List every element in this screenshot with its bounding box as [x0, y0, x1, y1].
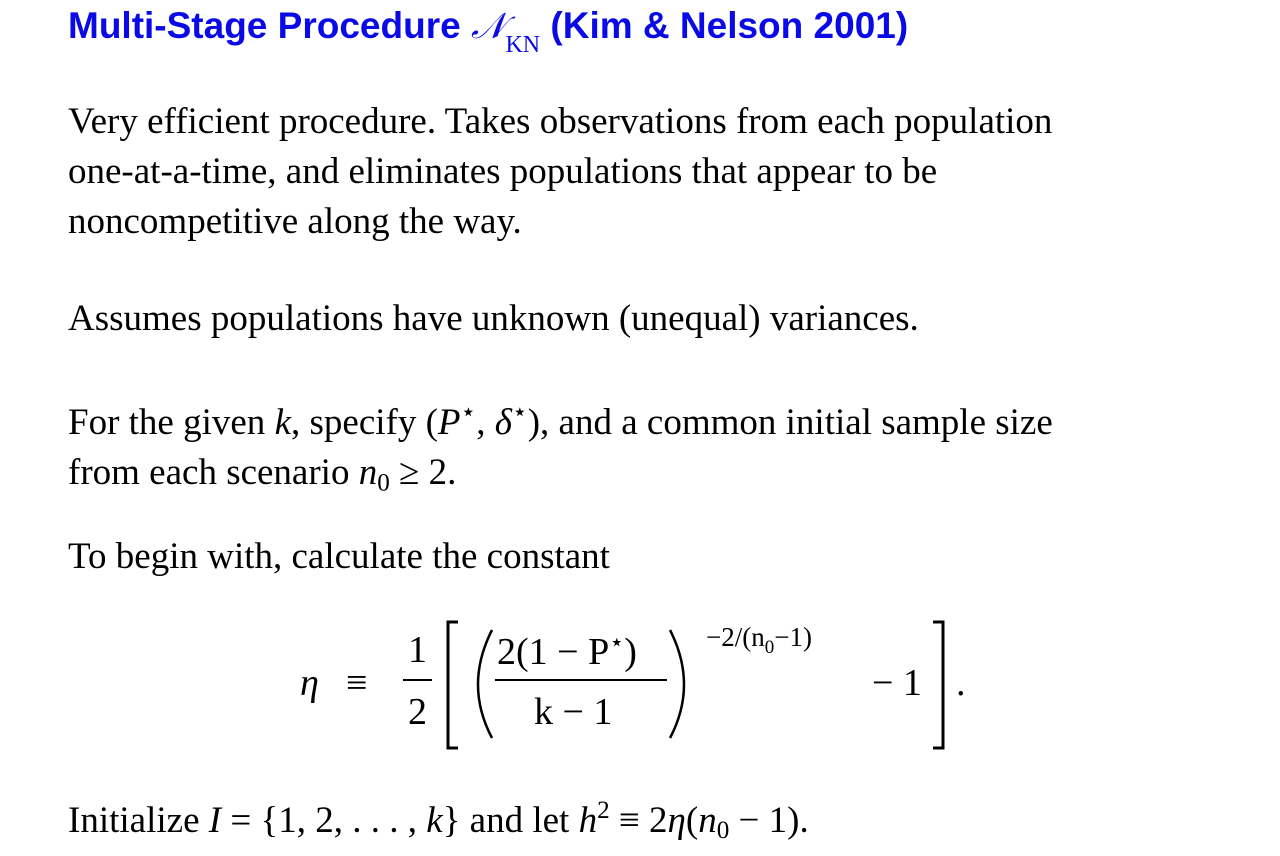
- math-h: h: [578, 799, 598, 841]
- text-run: − 1).: [729, 799, 809, 841]
- eta-symbol: η: [300, 662, 319, 704]
- eta-equation: [0, 600, 1280, 760]
- text-run: Initialize: [68, 799, 209, 841]
- text-run: (: [685, 799, 699, 841]
- text-line: Assumes populations have unknown (unequal) variances.: [68, 298, 919, 339]
- math-eta: η: [667, 799, 686, 841]
- text-line: To begin with, calculate the constant: [68, 536, 610, 577]
- text-run: ,: [476, 401, 495, 443]
- half-denominator: 2: [408, 691, 427, 733]
- half-numerator: 1: [408, 629, 427, 671]
- text-run: ≥ 2.: [389, 451, 457, 493]
- math-star: ⋆: [511, 399, 528, 426]
- right-paren: [670, 630, 684, 738]
- left-paren: [478, 630, 492, 738]
- equiv-symbol: ≡: [346, 662, 368, 704]
- left-bracket: [448, 622, 458, 748]
- text-line: [68, 388, 1053, 448]
- text-run: } and let: [442, 799, 579, 841]
- slide-title: [68, 0, 908, 63]
- title-symbol: 𝒩: [470, 6, 506, 47]
- text-run: ), and a common initial sample size: [527, 401, 1053, 443]
- title-symbol-subscript: KN: [505, 32, 541, 58]
- paragraph-specify: [68, 388, 1053, 508]
- math-superscript: 2: [597, 797, 610, 824]
- equation-period: .: [956, 662, 966, 704]
- exponent: $-2/(n_0-1)$: [706, 622, 812, 658]
- math-P: P: [437, 401, 461, 443]
- math-k: k: [426, 799, 443, 841]
- paragraph-efficiency: [68, 97, 1052, 247]
- math-n: n: [698, 799, 717, 841]
- fraction-numerator: 2(1 − P⋆): [497, 630, 637, 673]
- math-k: k: [274, 401, 291, 443]
- math-I: I: [208, 799, 222, 841]
- paragraph-initialize: [68, 786, 809, 856]
- title-suffix: (Kim & Nelson 2001): [540, 5, 909, 46]
- right-bracket: [933, 622, 943, 748]
- math-star: ⋆: [460, 399, 477, 426]
- math-subscript: 0: [377, 469, 390, 497]
- title-prefix: Multi-Stage Procedure: [68, 5, 471, 46]
- text-run: For the given: [68, 401, 275, 443]
- text-line: Very efficient procedure. Takes observations from each population: [68, 101, 1053, 142]
- fraction-denominator: k − 1: [534, 691, 613, 733]
- text-run: , specify (: [291, 401, 438, 443]
- math-delta: δ: [494, 401, 512, 443]
- paragraph-variances: [68, 294, 919, 344]
- text-line: [68, 448, 1053, 508]
- text-line: one-at-a-time, and eliminates populations that appear to be: [68, 151, 938, 192]
- minus-one: − 1: [872, 662, 922, 704]
- text-line: [68, 786, 809, 856]
- text-line: noncompetitive along the way.: [68, 201, 522, 242]
- text-run: from each scenario: [68, 451, 359, 493]
- math-n: n: [358, 451, 378, 493]
- paragraph-begin: [68, 532, 610, 582]
- text-run: = {1, 2, . . . ,: [221, 799, 427, 841]
- math-subscript: 0: [716, 817, 730, 845]
- text-run: ≡ 2: [609, 799, 668, 841]
